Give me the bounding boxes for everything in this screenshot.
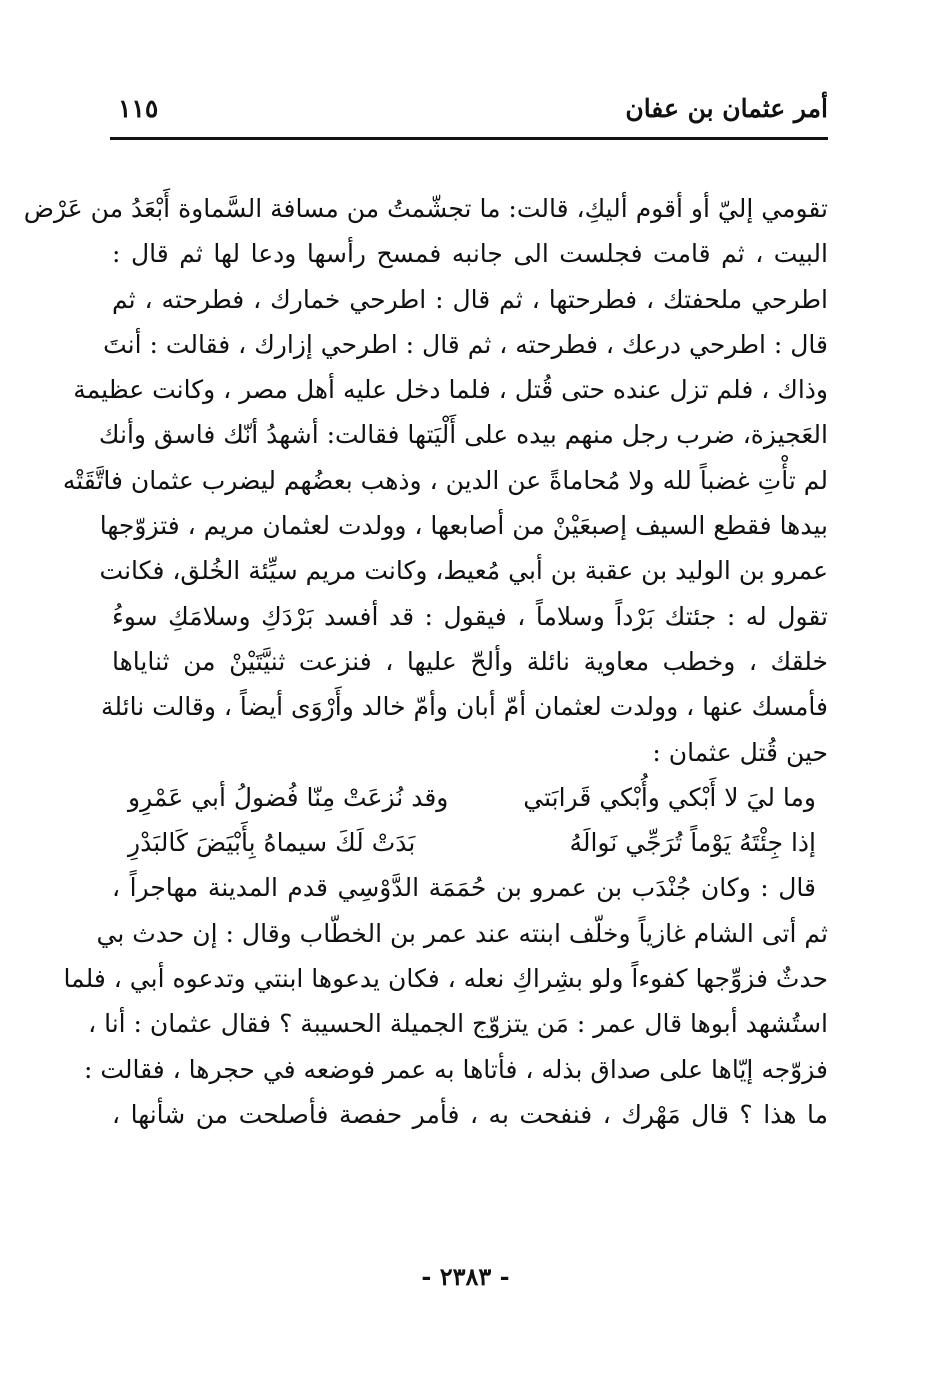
text-line: لم تأْتِ غضباً لله ولا مُحاماةً عن الدين ، وذهب بعضُهم ليضرب عثمان فاتَّقَتْه <box>62 465 828 495</box>
running-title: أمر عثمان بن عفان <box>625 94 828 123</box>
text-line: البيت ، ثم قامت فجلست الى جانبه فمسح رأسها ودعا لها ثم قال : <box>112 239 828 269</box>
text-line: تقول له : جئتك بَرْداً وسلاماً ، فيقول : قد أفسد بَرْدَكِ وسلامَكِ سوءُ <box>112 601 828 631</box>
header-rule <box>110 137 828 140</box>
page-header <box>112 86 828 136</box>
verse-second-hemistich: وقد نُزعَتْ مِنّا فُضولُ أبي عَمْرِو <box>128 782 449 812</box>
text-line: ما هذا ؟ قال مَهْرك ، فنفحت به ، فأمر حفصة فأصلحت من شأنها ، <box>112 1099 828 1129</box>
body-text <box>23 186 828 1137</box>
volume-page-number: - ٢٣٨٣ - <box>421 1262 510 1291</box>
text-line: استُشهد أبوها قال عمر : مَن يتزوّج الجميلة الحسيبة ؟ فقال عثمان : أنا ، <box>88 1009 828 1039</box>
text-line: فأمسك عنها ، وولدت لعثمان أمّ أبان وأمّ خالد وأَرْوَى أيضاً ، وقالت نائلة <box>100 692 828 722</box>
text-line: بيدها فقطع السيف إصبعَيْنْ من أصابعها ، وولدت لعثمان مريم ، فتزوّجها <box>99 511 828 541</box>
verse-first-hemistich: وما ليَ لا أَبْكي وأُبْكي قَرابَتي <box>523 782 816 812</box>
poem-verse <box>112 775 828 820</box>
page-number: ١١٥ <box>118 94 159 123</box>
text-line: اطرحي ملحفتك ، فطرحتها ، ثم قال : اطرحي خمارك ، فطرحته ، ثم <box>112 284 828 314</box>
text-line: قال : اطرحي درعك ، فطرحته ، ثم قال : اطرحي إزارك ، فقالت : أنتَ <box>103 329 828 359</box>
poem-verse <box>112 820 828 865</box>
text-line: العَجيزة، ضرب رجل منهم بيده على أَلْيَتها فقالت: أشهدُ أنّك فاسق وأنك <box>98 420 828 450</box>
text-line: قال : وكان جُنْدَب بن عمرو بن حُمَمَة الدَّوْسِي قدم المدينة مهاجراً ، <box>112 873 816 903</box>
text-line: خلقك ، وخطب معاوية نائلة وألحّ عليها ، فنزعت ثنيَّتَيْنْ من ثناياها <box>112 646 828 676</box>
verse-second-hemistich: بَدَتْ لَكَ سيماهُ بِأَبْيَضَ كَالبَدْرِ <box>128 828 416 858</box>
text-line: تقومي إليّ أو أقوم أليكِ، قالت: ما تجشّمتُ من مسافة السَّماوة أَبْعَدُ من عَرْض <box>23 194 828 223</box>
text-line: حدثٌ فزوِّجها كفوءاً ولو بشِراكِ نعله ، فكان يدعوها ابنتي وتدعوه أبي ، فلما <box>63 964 828 994</box>
verse-first-hemistich: إذا جِئْتَهُ يَوْماً تُرَجِّي نَوالَهُ <box>569 828 816 858</box>
text-line: عمرو بن الوليد بن عقبة بن أبي مُعيط، وكانت مريم سيِّئة الخُلق، فكانت <box>99 556 828 586</box>
text-line: فزوّجه إيّاها على صداق بذله ، فأتاها به عمر فوضعه في حجرها ، فقالت : <box>83 1054 828 1084</box>
text-line: ثم أتى الشام غازياً وخلّف ابنته عند عمر بن الخطّاب وقال : إن حدث بي <box>96 918 828 948</box>
text-line: حين قُتل عثمان : <box>652 737 828 767</box>
text-line: وذاك ، فلم تزل عنده حتى قُتل ، فلما دخل عليه أهل مصر ، وكانت عظيمة <box>73 375 828 405</box>
